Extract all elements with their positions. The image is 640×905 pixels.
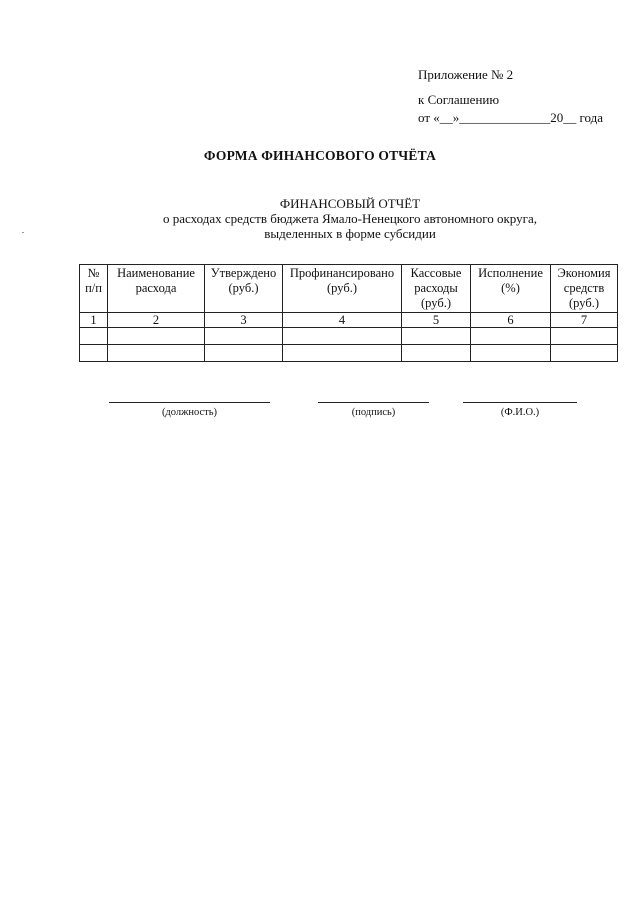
table-cell: [108, 328, 205, 345]
report-title: ФИНАНСОВЫЙ ОТЧЁТ: [279, 196, 421, 211]
appendix-agreement: к Соглашению: [418, 92, 500, 107]
table-cell: [471, 345, 551, 362]
header-expense-name: Наименование расхода: [108, 265, 205, 313]
table-column-numbers-row: [80, 313, 618, 328]
table-row: [80, 345, 618, 362]
signature-sign: [318, 402, 429, 418]
table-cell: [551, 345, 618, 362]
signature-name-label: (Ф.И.О.): [500, 407, 540, 418]
table-cell: [471, 328, 551, 345]
report-heading: [0, 196, 640, 241]
table-cell: [80, 328, 108, 345]
signature-position-label: (должность): [161, 407, 218, 418]
header-savings: Экономия средств (руб.): [551, 265, 618, 313]
column-number-cell: 6: [471, 313, 551, 328]
table-cell: [283, 345, 402, 362]
table-cell: [551, 328, 618, 345]
header-execution: Исполнение (%): [471, 265, 551, 313]
appendix-block: [418, 66, 603, 127]
table-cell: [80, 345, 108, 362]
appendix-date: от «__»______________20__ года: [418, 110, 604, 125]
table-cell: [402, 328, 471, 345]
report-subtitle-1: о расходах средств бюджета Ямало-Ненецкого автономного округа,: [163, 211, 537, 226]
signature-name: [463, 402, 577, 418]
header-approved: Утверждено (руб.): [205, 265, 283, 313]
column-number-cell: 4: [283, 313, 402, 328]
signature-position: [109, 402, 270, 418]
column-number-cell: 2: [108, 313, 205, 328]
scan-speck: [22, 232, 24, 233]
header-cash-expenses: Кассовые расходы (руб.): [402, 265, 471, 313]
table-cell: [283, 328, 402, 345]
column-number-cell: 3: [205, 313, 283, 328]
table-cell: [205, 328, 283, 345]
financial-report-table: [79, 264, 618, 362]
table-header-row: [80, 265, 618, 313]
header-number: № п/п: [80, 265, 108, 313]
table-cell: [108, 345, 205, 362]
table-cell: [402, 345, 471, 362]
column-number-cell: 5: [402, 313, 471, 328]
header-financed: Профинансировано (руб.): [283, 265, 402, 313]
column-number-cell: 7: [551, 313, 618, 328]
appendix-number: Приложение № 2: [418, 67, 514, 82]
signature-sign-label: (подпись): [351, 407, 396, 418]
form-title: ФОРМА ФИНАНСОВОГО ОТЧЁТА: [203, 148, 437, 163]
table-cell: [205, 345, 283, 362]
table-row: [80, 328, 618, 345]
column-number-cell: 1: [80, 313, 108, 328]
report-subtitle-2: выделенных в форме субсидии: [264, 226, 436, 241]
